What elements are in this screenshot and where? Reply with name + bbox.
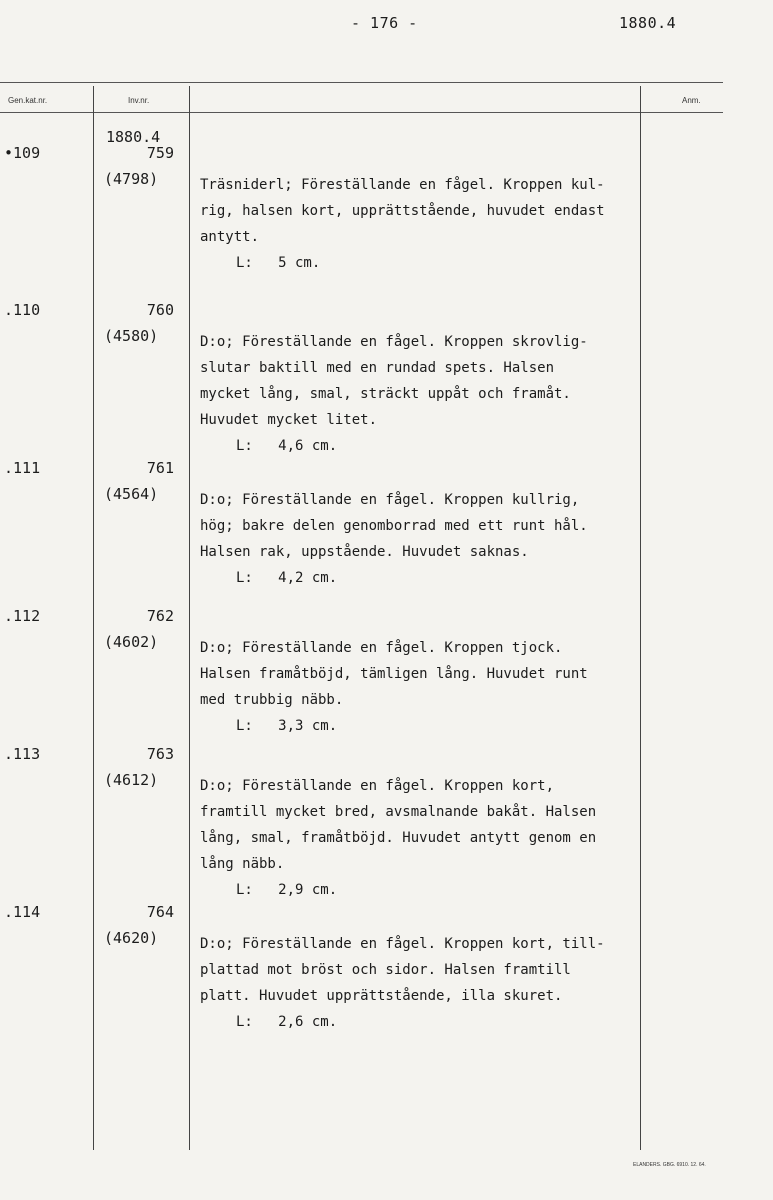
description [200,487,588,591]
gen-kat-number: .110 [4,301,41,319]
old-inventory-number: (4602) [104,633,159,651]
header-rule-top [0,82,723,83]
length-measurement: L: 2,6 cm. [236,1014,338,1030]
description-line: Huvudet mycket litet. [200,412,378,428]
description-line: Halsen rak, uppstående. Huvudet saknas. [200,544,529,560]
old-inventory-number: (4620) [104,929,159,947]
column-divider-inv [189,86,190,1150]
page-number: - 176 - [351,14,418,32]
description-line: antytt. [200,229,260,245]
length-measurement: L: 2,9 cm. [236,882,338,898]
description-line: lång, smal, framåtböjd. Huvudet antytt genom en [200,830,597,846]
column-header-gen-kat: Gen.kat.nr. [8,96,48,105]
description-line: D:o; Föreställande en fågel. Kroppen tjock. [200,640,563,656]
length-measurement: L: 3,3 cm. [236,718,338,734]
description-line: med trubbig näbb. [200,692,344,708]
description-line: rig, halsen kort, upprättstående, huvudet endast [200,203,605,219]
old-inventory-number: (4612) [104,771,159,789]
column-divider-gen [93,86,94,1150]
description [200,329,588,459]
header-rule-bottom [0,112,723,113]
description-line: D:o; Föreställande en fågel. Kroppen kort, [200,778,555,794]
inventory-number: 762 [146,607,174,625]
inventory-number: 761 [146,459,174,477]
length-measurement: L: 5 cm. [236,255,321,271]
gen-kat-number: .111 [4,459,41,477]
description-line: platt. Huvudet upprättstående, illa skuret. [200,988,563,1004]
inventory-number: 759 [146,144,174,162]
collection-code: 1880.4 [619,14,677,32]
gen-kat-number: .113 [4,745,41,763]
old-inventory-number: (4580) [104,327,159,345]
gen-kat-number: •109 [4,144,41,162]
length-measurement: L: 4,6 cm. [236,438,338,454]
description-line: Träsniderl; Föreställande en fågel. Kroppen kul- [200,177,605,193]
column-divider-anm [640,86,641,1150]
inventory-number: 760 [146,301,174,319]
description-line: D:o; Föreställande en fågel. Kroppen skrovlig- [200,334,588,350]
column-header-anm: Anm. [682,96,701,105]
description-line: D:o; Föreställande en fågel. Kroppen kort, till- [200,936,605,952]
description [200,931,605,1035]
description-line: slutar baktill med en rundad spets. Halsen [200,360,555,376]
inventory-number: 764 [146,903,174,921]
acquisition-number: 1880.4 [106,128,161,146]
inventory-number: 763 [146,745,174,763]
description-line: framtill mycket bred, avsmalnande bakåt. Halsen [200,804,597,820]
description-line: hög; bakre delen genomborrad med ett runt hål. [200,518,588,534]
old-inventory-number: (4798) [104,170,159,188]
length-measurement: L: 4,2 cm. [236,570,338,586]
printer-imprint: ELANDERS. GBG. 6910. 12. 64. [633,1162,706,1168]
description-line: mycket lång, smal, sträckt uppåt och framåt. [200,386,571,402]
description [200,773,596,903]
description-line: plattad mot bröst och sidor. Halsen framtill [200,962,571,978]
description-line: Halsen framåtböjd, tämligen lång. Huvudet runt [200,666,588,682]
description-line: D:o; Föreställande en fågel. Kroppen kullrig, [200,492,580,508]
column-header-inv: Inv.nr. [128,96,150,105]
description [200,172,605,276]
old-inventory-number: (4564) [104,485,159,503]
description [200,635,588,739]
description-line: lång näbb. [200,856,285,872]
gen-kat-number: .112 [4,607,41,625]
gen-kat-number: .114 [4,903,41,921]
